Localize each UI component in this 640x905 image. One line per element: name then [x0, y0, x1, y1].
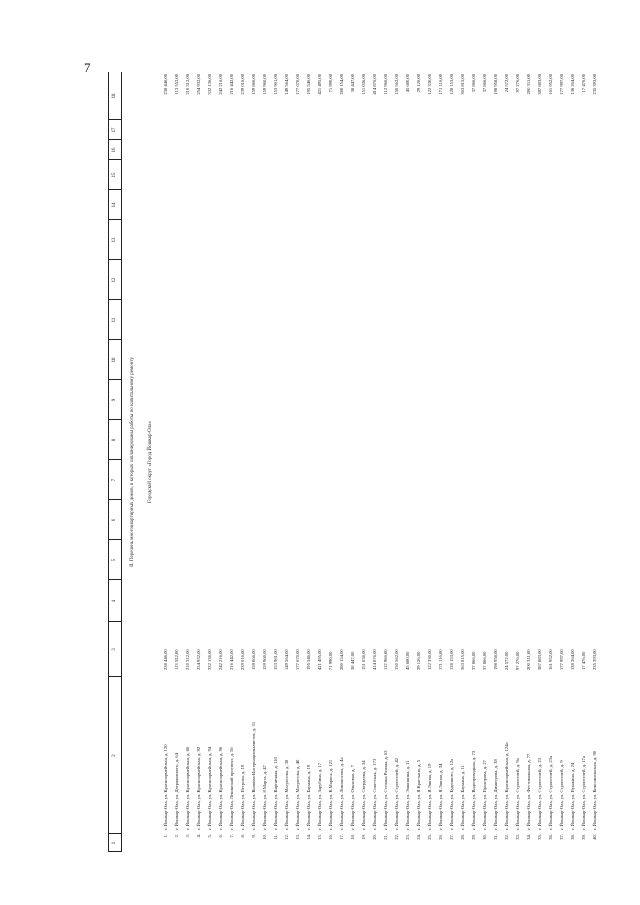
row-address: г. Йошкар-Ола, ул. Я.Эшпая, д. 19: [427, 763, 432, 830]
table-row: [358, 72, 369, 852]
row-address: г. Йошкар-Ола, ул. Димитрова, д. 38: [493, 759, 498, 830]
row-number: 2.: [174, 834, 179, 838]
row-amount: 24 572,00: [504, 651, 509, 670]
table-row: [182, 72, 193, 852]
table-row: [589, 72, 600, 852]
row-total: 239 016,00: [240, 74, 245, 95]
table-row: [325, 72, 336, 852]
row-total: 387 883,00: [537, 74, 542, 95]
header-column-number: 11: [112, 317, 117, 323]
table-row: [457, 72, 468, 852]
row-total: 161 952,00: [548, 74, 553, 95]
row-address: г. Йошкар-Ола, ул. Петрова, д. 19: [240, 764, 245, 830]
row-number: 26.: [438, 834, 443, 840]
table-row: [501, 72, 512, 852]
header-column-number: 3: [112, 648, 117, 651]
row-number: 29.: [471, 834, 476, 840]
row-number: 7.: [229, 834, 234, 838]
row-number: 25.: [427, 834, 432, 840]
row-address: г. Йошкар-Ола, ул. Волкова-Интернационалистов, д. 31: [251, 721, 256, 830]
row-total: 150 562,00: [394, 74, 399, 95]
row-address: г. Йошкар-Ола, ул. Строителей, д. 9а: [515, 758, 520, 830]
table-row: [413, 72, 424, 852]
row-address: г. Йошкар-Ола, ул. Красноармейская, д. 92: [196, 746, 201, 830]
row-amount: 235 393,00: [592, 649, 597, 670]
header-column-number: 13: [112, 237, 117, 243]
row-number: 38.: [570, 834, 575, 840]
row-amount: 97 276,00: [515, 651, 520, 670]
row-number: 13.: [295, 834, 300, 840]
table-row: [204, 72, 215, 852]
row-address: г. Йошкар-Ола, ул. Баумана, д. 11: [460, 765, 465, 830]
column-header-row: [108, 72, 122, 852]
page-number: 7: [84, 60, 91, 75]
row-amount: 239 016,00: [240, 649, 245, 670]
header-column-number: 14: [112, 202, 117, 208]
row-address: г. Йошкар-Ола, ул. Водопроводная, д. 73: [471, 750, 476, 830]
row-amount: 171 116,00: [438, 649, 443, 670]
row-address: г. Йошкар-Ола, ул. Матросова, д. 40: [295, 759, 300, 830]
row-address: г. Йошкар-Ола, ул. Строителей, д. 17а: [581, 756, 586, 830]
row-total: 195 546,00: [306, 74, 311, 95]
row-amount: 177 997,00: [559, 649, 564, 670]
row-address: г. Йошкар-Ола, ул. Дзержинского, д. 64: [174, 753, 179, 830]
row-number: 40.: [592, 834, 597, 840]
row-total: 210 312,00: [185, 74, 190, 95]
row-total: 421 495,00: [317, 74, 322, 95]
row-amount: 254 932,00: [196, 649, 201, 670]
row-amount: 29 126,00: [416, 651, 421, 670]
row-address: г. Йошкар-Ола, ул. Красноармейская, д. 86: [185, 746, 190, 830]
row-number: 22.: [394, 834, 399, 840]
table-row: [369, 72, 380, 852]
row-amount: 122 330,00: [427, 649, 432, 670]
row-total: 254 932,00: [196, 74, 201, 95]
row-amount: 45 680,00: [405, 651, 410, 670]
table-row: [303, 72, 314, 852]
row-number: 35.: [537, 834, 542, 840]
row-total: 235 393,00: [592, 74, 597, 95]
table-row: [347, 72, 358, 852]
table-row: [490, 72, 501, 852]
row-total: 414 876,00: [372, 74, 377, 95]
row-address: г. Йошкар-Ола, ул. Степана Разина, д. 63: [383, 750, 388, 830]
header-column-number: 10: [112, 357, 117, 363]
row-amount: 150 562,00: [394, 649, 399, 670]
table-row: [391, 72, 402, 852]
table-row: [534, 72, 545, 852]
row-number: 5.: [207, 834, 212, 838]
table-row: [281, 72, 292, 852]
row-total: 198 958,00: [493, 74, 498, 95]
row-address: г. Йошкар-Ола, ул. Буденного, д. 12а: [449, 758, 454, 830]
row-number: 9.: [251, 834, 256, 838]
row-address: г. Йошкар-Ола, ул. Красноармейская, д. 124а: [504, 742, 509, 830]
row-amount: 387 883,00: [537, 649, 542, 670]
row-address: г. Йошкар-Ола, ул. Строителей, д. 23: [537, 758, 542, 830]
header-column-number: 2: [112, 754, 117, 757]
row-number: 39.: [581, 834, 586, 840]
row-number: 21.: [383, 834, 388, 840]
row-amount: 159 866,00: [251, 649, 256, 670]
row-total: 242 216,00: [218, 74, 223, 95]
row-total: 153 961,00: [273, 74, 278, 95]
table-row: [380, 72, 391, 852]
table-row: [523, 72, 534, 852]
row-amount: 159 960,00: [262, 649, 267, 670]
row-number: 17.: [339, 834, 344, 840]
row-amount: 198 958,00: [493, 649, 498, 670]
row-amount: 195 546,00: [306, 649, 311, 670]
table-row: [402, 72, 413, 852]
row-number: 19.: [361, 834, 366, 840]
row-address: г. Йошкар-Ола, ул. Пушкина, д. 24: [570, 762, 575, 830]
table-row: [512, 72, 523, 852]
row-number: 1.: [163, 834, 168, 838]
row-address: г. Йошкар-Ола, ул. Фестивальная, д. 77: [526, 753, 531, 830]
row-number: 27.: [449, 834, 454, 840]
table-row: [578, 72, 589, 852]
row-address: г. Йошкар-Ола, ул. Я.Крастыня, д. 5: [416, 759, 421, 830]
row-total: 151 036,00: [361, 74, 366, 95]
row-address: г. Йошкар-Ола, ул. Строителей, д. 42: [394, 758, 399, 830]
row-address: г. Йошкар-Ола, ул. Строителей, д. 23а: [548, 756, 553, 830]
row-number: 14.: [306, 834, 311, 840]
row-amount: 37 866,00: [482, 651, 487, 670]
row-amount: 414 876,00: [372, 649, 377, 670]
row-total: 122 330,00: [427, 74, 432, 95]
row-amount: 421 495,00: [317, 649, 322, 670]
row-total: 97 276,00: [515, 74, 520, 93]
row-total: 113 552,00: [174, 74, 179, 95]
row-address: г. Йошкар-Ола, ул. Я.Эшпая, д. 34: [438, 763, 443, 830]
table-row: [435, 72, 446, 852]
row-address: г. Йошкар-Ола, ул. Красноармейская, д. 94: [207, 746, 212, 830]
section-title: II. Перечень многоквартирных домов, в которых запланированы работы по капитальному ремонту: [130, 357, 135, 567]
rotated-table-page: [108, 72, 608, 852]
row-amount: 280 154,00: [339, 649, 344, 670]
header-column-number: 9: [112, 398, 117, 402]
header-column-number: 17: [112, 127, 117, 133]
header-column-number: 15: [112, 172, 117, 178]
table-row: [237, 72, 248, 852]
row-amount: 128 153,00: [449, 649, 454, 670]
row-amount: 177 670,00: [295, 649, 300, 670]
row-number: 33.: [515, 834, 520, 840]
row-total: 159 866,00: [251, 74, 256, 95]
row-address: г. Йошкар-Ола, ул. Эшкинина, д. 11: [405, 760, 410, 830]
table-row: [479, 72, 490, 852]
row-total: 38 447,00: [350, 74, 355, 93]
subtitle: Городской округ «Город Йошкар-Ола»: [148, 421, 153, 503]
row-address: г. Йошкар-Ола, ул. Матросова, д. 38: [284, 759, 289, 830]
row-total: 200 311,00: [526, 74, 531, 95]
row-number: 31.: [493, 834, 498, 840]
row-number: 23.: [405, 834, 410, 840]
row-amount: 38 447,00: [350, 651, 355, 670]
row-total: 29 126,00: [416, 74, 421, 93]
row-amount: 151 036,00: [361, 649, 366, 670]
row-address: г. Йошкар-Ола, ул. Баумана, д. 19: [306, 764, 311, 830]
row-address: г. Йошкар-Ола, ул. Кирпичная, д. 110: [273, 757, 278, 830]
row-number: 3.: [185, 834, 190, 838]
row-address: г. Йошкар-Ола, ул. Ломоносова, д. 4а: [339, 757, 344, 830]
row-total: 24 572,00: [504, 74, 509, 93]
header-column-number: 16: [112, 147, 117, 153]
row-address: г. Йошкар-Ола, ул. Красноармейская, д. 120: [163, 744, 168, 830]
header-column-number: 7: [112, 478, 117, 482]
header-column-number: 8: [112, 438, 117, 442]
row-number: 28.: [460, 834, 465, 840]
row-number: 36.: [548, 834, 553, 840]
row-number: 11.: [273, 834, 278, 840]
row-number: 37.: [559, 834, 564, 840]
row-amount: 238 446,00: [163, 649, 168, 670]
table-row: [160, 72, 171, 852]
row-total: 149 564,00: [284, 74, 289, 95]
row-total: 363 815,00: [460, 74, 465, 95]
row-number: 6.: [218, 834, 223, 838]
table-row: [226, 72, 237, 852]
table-row: [259, 72, 270, 852]
table-row: [446, 72, 457, 852]
row-amount: 242 216,00: [218, 649, 223, 670]
row-number: 16.: [328, 834, 333, 840]
row-amount: 138 264,00: [570, 649, 575, 670]
row-total: 138 264,00: [570, 74, 575, 95]
row-address: г. Йошкар-Ола, ул. 8 Марта, д. 47: [262, 765, 267, 830]
row-total: 128 153,00: [449, 74, 454, 95]
row-address: г. Йошкар-Ола, ул. Прохорова, д. 27: [482, 760, 487, 830]
row-total: 332 136,00: [207, 74, 212, 95]
row-amount: 17 476,00: [581, 651, 586, 670]
row-total: 238 446,00: [163, 74, 168, 95]
row-amount: 37 866,00: [471, 651, 476, 670]
header-column-number: 12: [112, 277, 117, 283]
table-row: [248, 72, 259, 852]
table-row: [171, 72, 182, 852]
header-column-number: 4: [112, 599, 117, 603]
row-number: 20.: [372, 834, 377, 840]
row-total: 71 990,00: [328, 74, 333, 93]
row-amount: 113 552,00: [174, 649, 179, 670]
row-amount: 210 312,00: [185, 649, 190, 670]
row-amount: 200 311,00: [526, 649, 531, 670]
row-address: г. Йошкар-Ола, ул. К.Маркса, д. 121: [328, 759, 333, 830]
table-row: [556, 72, 567, 852]
row-amount: 71 990,00: [328, 651, 333, 670]
row-amount: 112 966,00: [383, 649, 388, 670]
row-address: г. Йошкар-Ола, Ленинский проспект, д. 56: [229, 747, 234, 830]
row-amount: 161 952,00: [548, 649, 553, 670]
header-column-number: 1: [112, 841, 117, 845]
table-row: [567, 72, 578, 852]
table-row: [270, 72, 281, 852]
row-amount: 216 442,00: [229, 649, 234, 670]
header-column-number: 6: [112, 518, 117, 522]
row-total: 112 966,00: [383, 74, 388, 95]
row-address: г. Йошкар-Ола, ул. Строителей, д. 9: [559, 760, 564, 830]
table-row: [314, 72, 325, 852]
row-number: 24.: [416, 834, 421, 840]
row-total: 17 476,00: [581, 74, 586, 93]
row-number: 10.: [262, 834, 267, 840]
table-row: [193, 72, 204, 852]
table-row: [215, 72, 226, 852]
row-address: г. Йошкар-Ола, ул. Зарубина, д. 17: [317, 762, 322, 830]
row-number: 30.: [482, 834, 487, 840]
row-number: 32.: [504, 834, 509, 840]
row-total: 171 116,00: [438, 74, 443, 95]
row-total: 280 154,00: [339, 74, 344, 95]
row-address: г. Йошкар-Ола, ул. Советская, д. 173: [372, 758, 377, 830]
table-row: [468, 72, 479, 852]
row-number: 15.: [317, 834, 322, 840]
row-total: 159 960,00: [262, 74, 267, 95]
row-address: г. Йошкар-Ола, ул. Свердлова, д. 34: [361, 760, 366, 830]
row-address: г. Йошкар-Ола, ул. Комсомольская, д. 90: [592, 750, 597, 830]
row-number: 8.: [240, 834, 245, 838]
row-number: 18.: [350, 834, 355, 840]
table-row: [292, 72, 303, 852]
header-column-number: 5: [112, 558, 117, 562]
row-address: г. Йошкар-Ола, ул. Ольховая, д. 7: [350, 764, 355, 830]
row-amount: 153 961,00: [273, 649, 278, 670]
row-total: 177 670,00: [295, 74, 300, 95]
row-amount: 332 136,00: [207, 649, 212, 670]
table-row: [545, 72, 556, 852]
table-row: [336, 72, 347, 852]
row-number: 34.: [526, 834, 531, 840]
row-number: 4.: [196, 834, 201, 838]
row-amount: 363 815,00: [460, 649, 465, 670]
table-row: [424, 72, 435, 852]
row-total: 37 866,00: [471, 74, 476, 93]
row-total: 177 997,00: [559, 74, 564, 95]
row-amount: 149 564,00: [284, 649, 289, 670]
row-total: 216 442,00: [229, 74, 234, 95]
header-column-number: 18: [112, 93, 117, 99]
row-address: г. Йошкар-Ола, ул. Красноармейская, д. 96: [218, 746, 223, 830]
row-number: 12.: [284, 834, 289, 840]
row-total: 45 680,00: [405, 74, 410, 93]
row-total: 37 866,00: [482, 74, 487, 93]
